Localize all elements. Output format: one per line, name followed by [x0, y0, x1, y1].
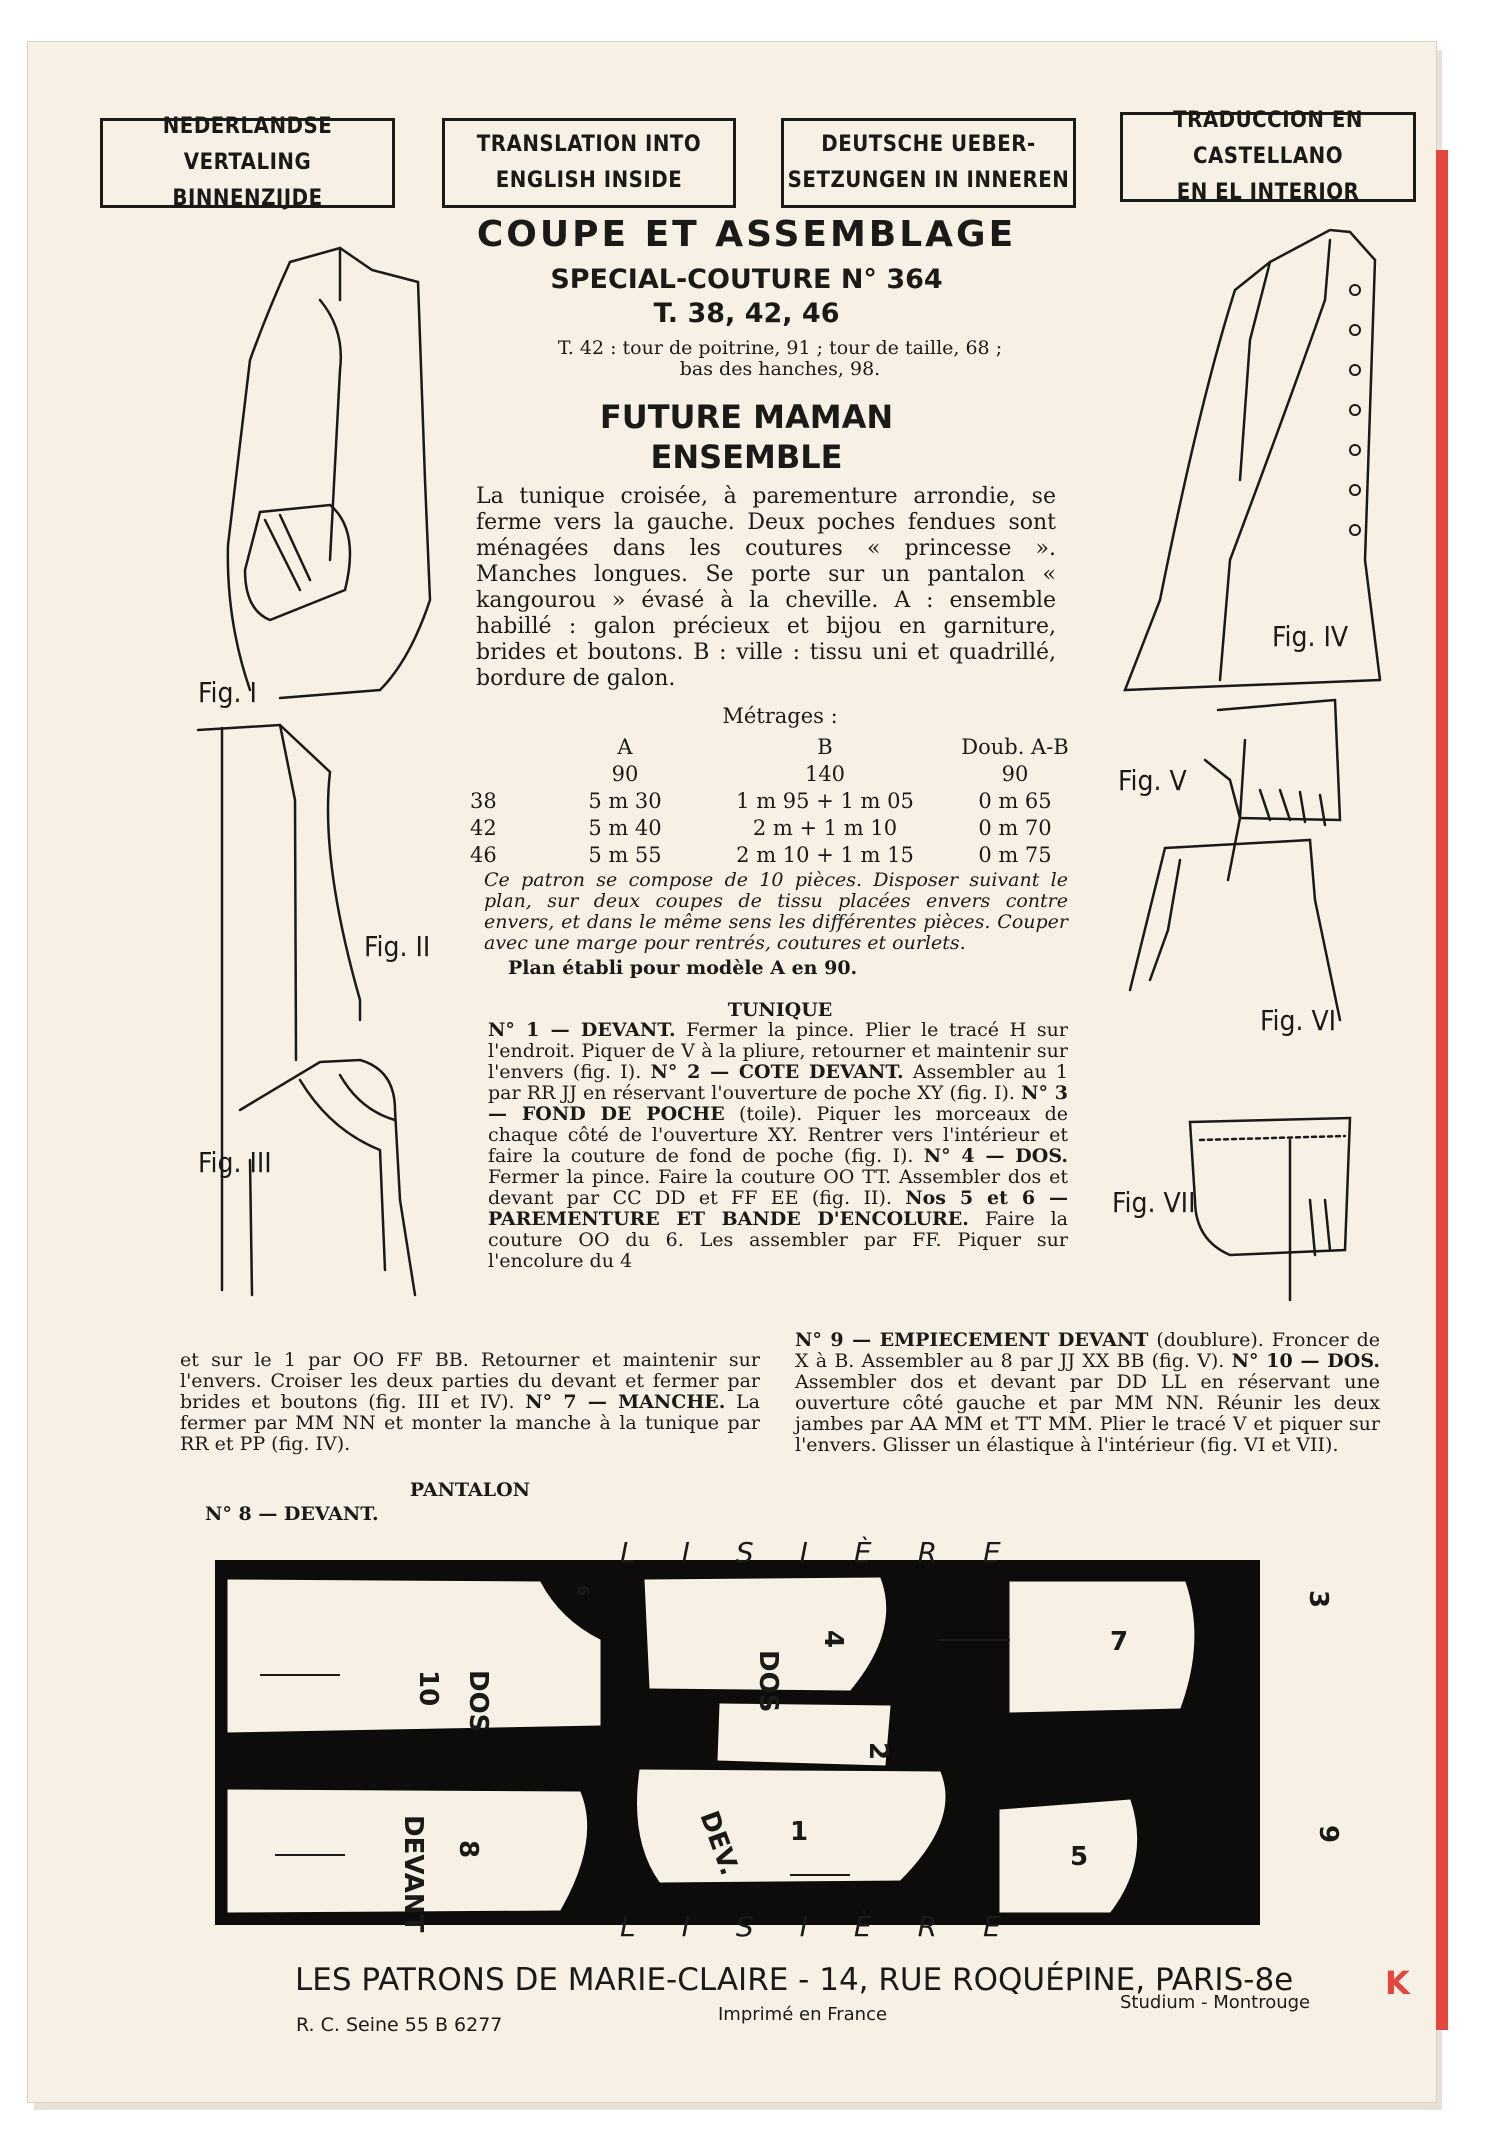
fig-label: Fig. I: [198, 676, 257, 709]
plan-label-3: 3: [1303, 1590, 1333, 1609]
tunique-heading: TUNIQUE: [727, 999, 833, 1021]
table-cell: 38: [470, 789, 497, 813]
model-title: FUTURE MAMAN: [599, 398, 894, 436]
table-cell: 0 m 70: [978, 816, 1052, 840]
table-cell: 0 m 75: [978, 843, 1052, 867]
selvedge-bottom: LISIÈRE: [620, 1910, 1047, 1943]
piece-text: La fermer par MM NN et monter la manche à la tunique par RR et PP (fig. IV).: [180, 1391, 760, 1455]
table-cell: 0 m 65: [978, 789, 1052, 813]
piece-label: N° 3 — FOND DE POCHE: [488, 1082, 1069, 1125]
piece-text: Assembler dos et devant par DD LL en réservant une ouverture côté gauche et par MM NN. Réunir les deux jambes par AA MM et TT MM. Plier le tracé V et piquer sur l'envers. Glisser un élastique à l'intérieur (fig. VI et VII).: [795, 1371, 1380, 1456]
model-subtitle: ENSEMBLE: [650, 438, 843, 476]
main-title: COUPE ET ASSEMBLAGE: [476, 214, 1017, 255]
plan-label-5: 5: [1070, 1842, 1089, 1872]
piece-label: N° 2 — COTE DEVANT.: [650, 1061, 904, 1083]
table-cell: A: [617, 735, 633, 759]
plan-label-dos10: DOS: [463, 1670, 493, 1733]
piece-label: N° 1 — DEVANT.: [488, 1019, 676, 1041]
measurements-line: T. 42 : tour de poitrine, 91 ; tour de taille, 68 ;: [557, 337, 1003, 359]
plan-label-2: 2: [863, 1742, 893, 1761]
metrages-heading: Métrages :: [722, 704, 838, 728]
table-cell: 140: [804, 762, 846, 786]
plan-label-dos4: DOS: [753, 1650, 783, 1713]
fig-label: Fig. VI: [1260, 1004, 1337, 1037]
fig1-side: [228, 262, 290, 690]
plan-label-devant8: DEVANT: [398, 1815, 428, 1933]
fig5-outline: [1205, 700, 1340, 820]
description: La tunique croisée, à parementure arrondie, se ferme vers la gauche. Deux poches fendues sont ménagées dans les coutures « princesse ». Manches longues. Se porte sur un pantalon « kangourou » évasé à la cheville. A : ensemble habillé : galon précieux et bijou en garniture, brides et boutons. B : ville : tissu uni et quadrillé, bordure de galon.: [476, 484, 1056, 691]
printed-in: Imprimé en France: [718, 2004, 888, 2025]
table-cell: 42: [470, 816, 497, 840]
piece-text: Faire la couture OO du 6. Les assembler par FF. Piquer sur l'encolure du 4: [488, 1208, 1068, 1272]
piece-text: (toile). Piquer les morceaux de chaque côté de l'ouverture XY. Rentrer vers l'intérieur et faire la couture de fond de poche (fig. I).: [488, 1103, 1068, 1167]
fig7-outline: [1190, 1118, 1350, 1255]
piece-label: Nos 5 et 6 — PAREMENTURE ET BANDE D'ENCOLURE.: [488, 1187, 1068, 1230]
publisher: LES PATRONS DE MARIE-CLAIRE - 14, RUE ROQUÉPINE, PARIS-8e: [295, 1962, 1294, 1998]
fig1-outline: [290, 248, 425, 480]
table-cell: 46: [470, 843, 497, 867]
table-cell: 1 m 95 + 1 m 05: [736, 789, 914, 813]
piece-text: (doublure). Froncer de X à B. Assembler au 8 par JJ XX BB (fig. V).: [795, 1329, 1380, 1372]
pattern-number: SPECIAL-COUTURE N° 364: [550, 264, 943, 295]
plan-label-7: 7: [1110, 1627, 1129, 1657]
piece-label: N° 4 — DOS.: [923, 1145, 1068, 1167]
fig6-outline: [1165, 840, 1340, 1020]
piece-label: N° 10 — DOS.: [1231, 1350, 1380, 1372]
piece-text: Fermer la pince. Plier le tracé H sur l'endroit. Piquer de V à la pliure, retourner et maintenir sur l'envers (fig. I).: [488, 1019, 1069, 1083]
table-cell: 2 m 10 + 1 m 15: [736, 843, 914, 867]
piece-text: Fermer la pince. Faire la couture OO TT. Assembler dos et devant par CC DD et FF EE (fig. II).: [488, 1166, 1068, 1209]
plan-label-dev: DEV.: [693, 1807, 745, 1880]
piece-label: N° 9 — EMPIECEMENT DEVANT: [795, 1329, 1149, 1351]
table-cell: B: [817, 735, 833, 759]
plan-note: Plan établi pour modèle A en 90.: [508, 957, 858, 979]
header-box-line: DEUTSCHE UEBER-: [821, 132, 1036, 157]
header-box-line: EN EL INTERIOR: [1176, 180, 1360, 205]
pieces-note: Ce patron se compose de 10 pièces. Disposer suivant le plan, sur deux coupes de tissu placées envers contre envers, et dans le même sens les différentes pièces. Couper avec une marge pour rentrés, coutures et ourlets.: [484, 869, 1068, 954]
fig-label: Fig. VII: [1112, 1186, 1196, 1219]
table-cell: 5 m 30: [588, 789, 662, 813]
registration: R. C. Seine 55 B 6277: [296, 2014, 503, 2036]
plan-label-10: 10: [413, 1670, 443, 1707]
piece-10: [228, 1580, 600, 1732]
piece-text: Assembler au 1 par RR JJ en réservant l'ouverture de poche XY (fig. I).: [488, 1061, 1068, 1104]
catalog-letter: K: [1385, 1964, 1410, 2002]
piece-label: N° 8 — DEVANT.: [205, 1503, 379, 1525]
table-cell: 90: [611, 762, 639, 786]
header-box-line: TRADUCCION EN CASTELLANO: [1173, 108, 1363, 169]
table-cell: 90: [1001, 762, 1029, 786]
table-cell: Doub. A-B: [961, 735, 1069, 759]
fig1-pocket: [245, 505, 350, 620]
pantalon-heading: PANTALON: [409, 1479, 531, 1501]
piece-label: N° 7 — MANCHE.: [525, 1391, 726, 1413]
fig-label: Fig. V: [1118, 764, 1187, 797]
header-box-line: TRANSLATION INTO: [476, 132, 702, 157]
header-box-line: SETZUNGEN IN INNEREN: [787, 168, 1070, 193]
printer: Studium - Montrouge: [1120, 1992, 1311, 2013]
table-cell: 2 m + 1 m 10: [752, 816, 898, 840]
plan-label-1: 1: [790, 1817, 809, 1847]
plan-label-8: 8: [453, 1840, 483, 1859]
fig-label: Fig. IV: [1272, 620, 1349, 653]
piece-text: et sur le 1 par OO FF BB. Retourner et maintenir sur l'envers. Croiser les deux parties du devant et fermer par brides et boutons (fig. III et IV).: [180, 1349, 760, 1413]
measurements-line: bas des hanches, 98.: [679, 358, 881, 380]
selvedge-top: LISIÈRE: [620, 1536, 1047, 1569]
header-box-line: ENGLISH INSIDE: [495, 168, 683, 193]
fig-label: Fig. II: [364, 930, 431, 963]
piece-5: [1000, 1800, 1137, 1912]
piece-7: [1010, 1582, 1194, 1712]
header-box-line: NEDERLANDSE VERTALING: [162, 114, 333, 175]
header-box-line: BINNENZIJDE: [172, 186, 323, 211]
plan-label-9: 9: [1313, 1825, 1343, 1844]
plan-label-6: 6: [574, 1585, 593, 1597]
plan-label-4: 4: [818, 1630, 848, 1649]
sizes: T. 38, 42, 46: [653, 298, 840, 329]
fig-label: Fig. III: [198, 1146, 272, 1179]
table-cell: 5 m 55: [588, 843, 662, 867]
table-cell: 5 m 40: [588, 816, 662, 840]
